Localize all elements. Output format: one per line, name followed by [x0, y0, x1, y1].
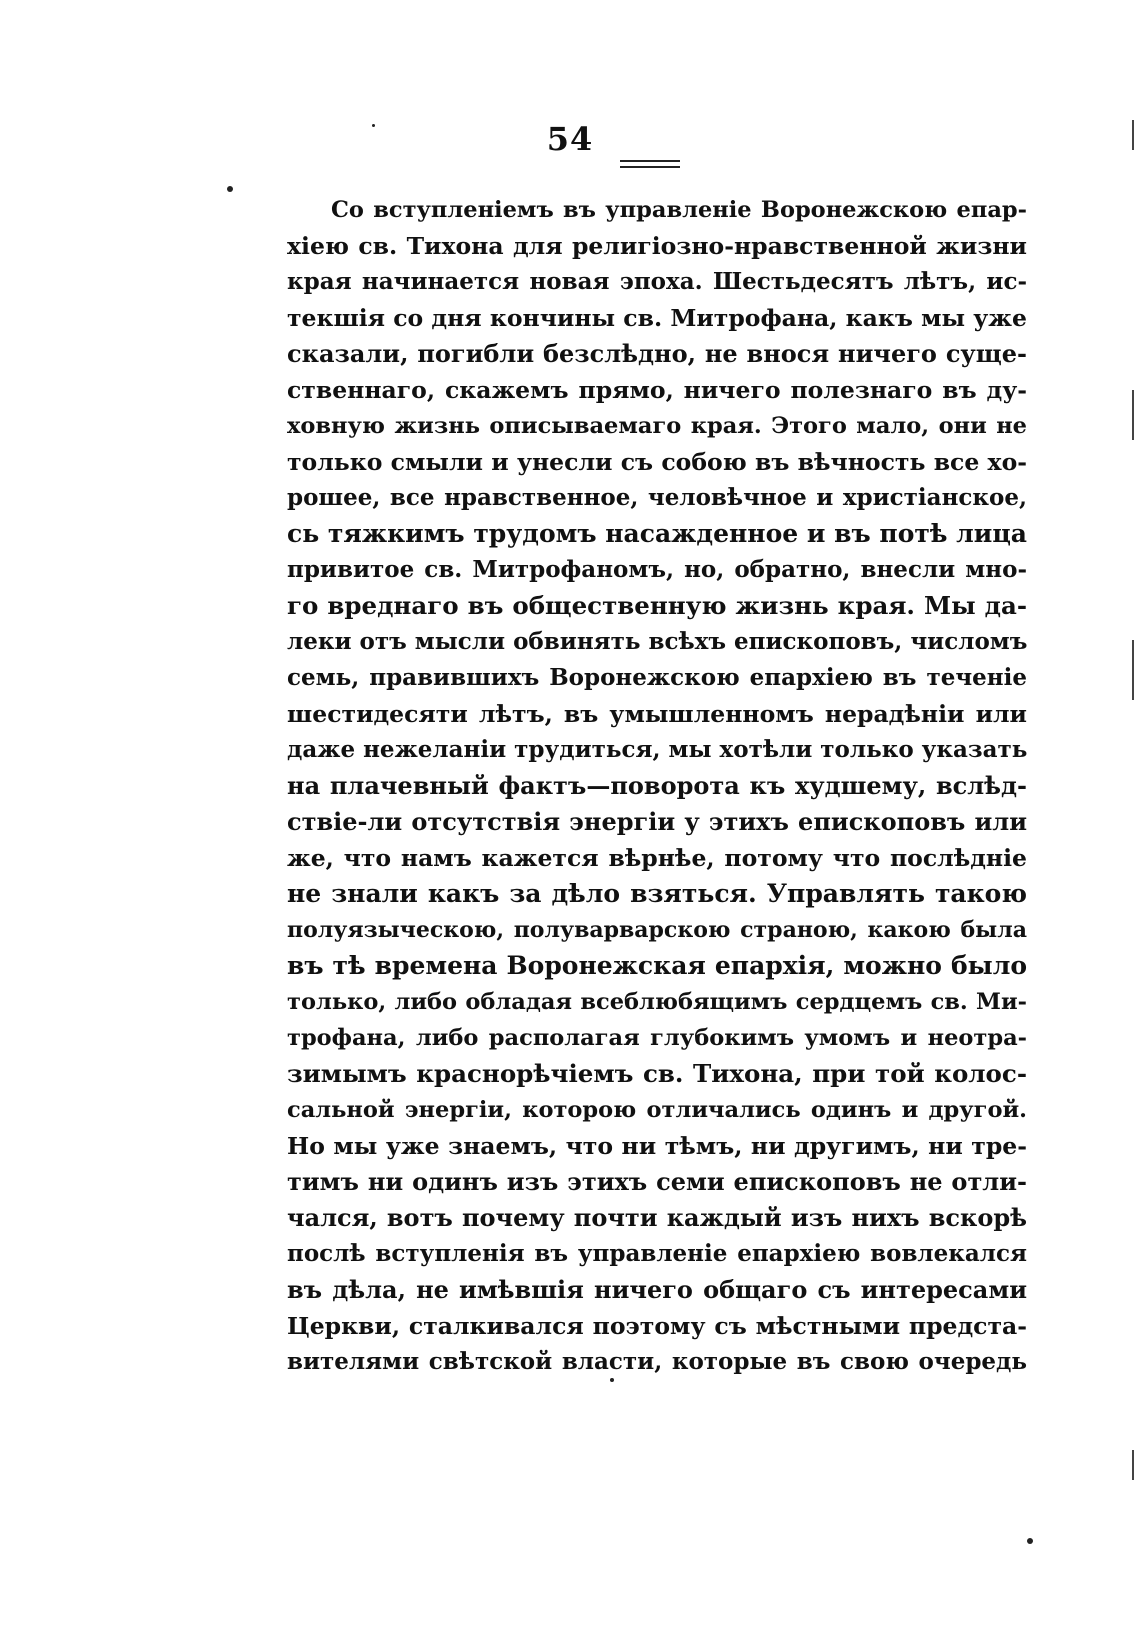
page-number-rule [620, 160, 680, 162]
text-line: семь, правившихъ Воронежскою епархіею въ теченіе [287, 664, 1027, 691]
text-line: послѣ вступленія въ управленіе епархіею вовлекался [287, 1240, 1027, 1267]
text-line: полуязыческою, полуварварскою страною, какою была [287, 917, 1027, 943]
text-line: ховную жизнь описываемаго края. Этого мало, они не [287, 413, 1027, 439]
scan-edge-line [1132, 120, 1134, 150]
text-line: шестидесяти лѣтъ, въ умышленномъ нерадѣніи или [287, 700, 1027, 728]
text-line: трофана, либо располагая глубокимъ умомъ и неотра- [287, 1025, 1027, 1051]
text-line: вителями свѣтской власти, которые въ свою очередь [287, 1348, 1027, 1375]
margin-speck [372, 124, 375, 127]
text-line: на плачевный фактъ—поворота къ худшему, вслѣд- [287, 771, 1027, 800]
page-number: 54 [546, 120, 594, 158]
text-line: въ тѣ времена Воронежская епархія, можно было [287, 951, 1027, 980]
page-number-rule-double [620, 166, 680, 168]
text-line: только смыли и унесли съ собою въ вѣчность все хо- [287, 448, 1027, 476]
scan-edge-line [1132, 1450, 1134, 1480]
text-line: ственнаго, скажемъ прямо, ничего полезнаго въ ду- [287, 376, 1027, 404]
text-line: сальной энергіи, которою отличались одинъ и другой. [287, 1097, 1027, 1123]
text-line: только, либо обладая всеблюбящимъ сердцемъ св. Ми- [287, 989, 1027, 1015]
scan-edge-line [1132, 640, 1134, 700]
text-line: Со вступленіемъ въ управленіе Воронежскою епар- [331, 197, 1027, 223]
text-line: Церкви, сталкивался поэтому съ мѣстными предста- [287, 1312, 1027, 1340]
scan-edge-line [1132, 390, 1134, 440]
text-line: края начинается новая эпоха. Шестьдесятъ лѣтъ, ис- [287, 268, 1027, 295]
text-line: сь тяжкимъ трудомъ насажденное и въ потѣ лица [287, 519, 1027, 548]
text-line: въ дѣла, не имѣвшія ничего общаго съ интересами [287, 1275, 1027, 1304]
body-text [287, 192, 1027, 1380]
margin-speck [1027, 1538, 1033, 1544]
text-line: сказали, погибли безслѣдно, не внося ничего суще- [287, 339, 1027, 368]
text-line: леки отъ мысли обвинять всѣхъ епископовъ, числомъ [287, 628, 1027, 655]
text-line: зимымъ краснорѣчіемъ св. Тихона, при той колос- [287, 1059, 1027, 1088]
text-line: го вреднаго въ общественную жизнь края. Мы да- [287, 591, 1027, 620]
text-line: текшія со дня кончины св. Митрофана, какъ мы уже [287, 304, 1027, 332]
text-line: рошее, все нравственное, человѣчное и христіанское, [287, 484, 1027, 511]
text-line: привитое св. Митрофаномъ, но, обратно, внесли мно- [287, 556, 1027, 583]
text-line: тимъ ни одинъ изъ этихъ семи епископовъ не отли- [287, 1167, 1027, 1196]
text-line: хіею св. Тихона для религіозно-нравственной жизни [287, 232, 1027, 260]
text-line: Но мы уже знаемъ, что ни тѣмъ, ни другимъ, ни тре- [287, 1132, 1027, 1160]
text-line: ствіе-ли отсутствія энергіи у этихъ епископовъ или [287, 807, 1027, 836]
margin-speck [227, 186, 233, 192]
text-line: чался, вотъ почему почти каждый изъ нихъ вскорѣ [287, 1203, 1027, 1232]
text-line: же, что намъ кажется вѣрнѣе, потому что послѣдніе [287, 844, 1027, 872]
text-line: даже нежеланіи трудиться, мы хотѣли только указать [287, 736, 1027, 763]
text-line: не знали какъ за дѣло взяться. Управлять такою [287, 879, 1027, 908]
